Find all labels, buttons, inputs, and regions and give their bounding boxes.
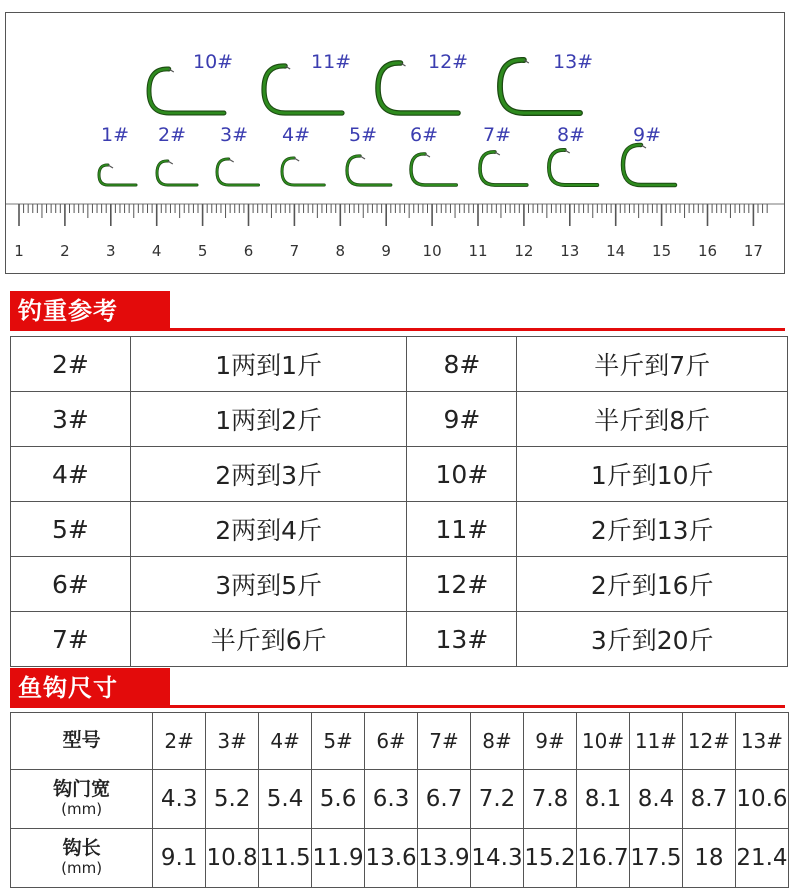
hook-length-cell: 10.8 <box>206 829 259 888</box>
hook-small-4-highlight <box>282 158 324 185</box>
hook-label-small: 4# <box>282 124 311 146</box>
weight-range-cell: 1两到2斤 <box>130 392 407 447</box>
hook-small-6-highlight <box>411 154 456 185</box>
gap-width-unit: (mm) <box>61 800 103 819</box>
hook-small-3-highlight <box>217 159 259 185</box>
gap-width-cell: 7.8 <box>524 770 577 829</box>
hook-small-5 <box>347 156 391 185</box>
size-header-row <box>11 713 789 770</box>
hook-length-cell: 15.2 <box>524 829 577 888</box>
hook-length-title: 钩长 <box>62 837 101 860</box>
ruler-scale-label: 3 <box>106 242 116 260</box>
hook-length-cell: 13.9 <box>418 829 471 888</box>
weight-row <box>11 557 788 612</box>
gap-width-cell: 7.2 <box>471 770 524 829</box>
size-header-cell: 11# <box>629 713 682 770</box>
hook-small-5-barb <box>360 156 365 159</box>
ruler-scale-label: 7 <box>289 242 300 260</box>
ruler-scale-label: 17 <box>743 242 763 260</box>
hook-label-small: 1# <box>101 124 130 146</box>
hook-small-2-highlight <box>157 161 197 185</box>
hook-length-cell: 11.5 <box>259 829 312 888</box>
size-header-cell: 6# <box>365 713 418 770</box>
hook-label-large: 13# <box>553 51 594 73</box>
hook-length-unit: (mm) <box>61 859 103 878</box>
ruler-scale-label: 6 <box>243 242 254 260</box>
ruler-scale-label: 2 <box>60 242 70 260</box>
hook-ruler-panel <box>5 12 785 274</box>
hook-length-cell: 17.5 <box>629 829 682 888</box>
size-header-cell: 8# <box>471 713 524 770</box>
weight-range-cell: 半斤到6斤 <box>130 612 407 667</box>
hook-small-1-highlight <box>99 165 136 185</box>
hook-label-small: 9# <box>633 124 662 146</box>
hook-length-cell: 14.3 <box>471 829 524 888</box>
gap-width-cell: 8.4 <box>629 770 682 829</box>
weight-size-cell: 10# <box>407 447 517 502</box>
hook-label-small: 7# <box>483 124 512 146</box>
size-header-cell: 5# <box>312 713 365 770</box>
hook-small-7-highlight <box>480 152 527 185</box>
gap-width-row <box>11 770 789 829</box>
size-section-rule <box>10 705 785 708</box>
weight-range-cell: 半斤到7斤 <box>517 337 788 392</box>
hook-large-11 <box>264 66 342 113</box>
hook-length-cell: 21.4 <box>735 829 788 888</box>
weight-size-cell: 4# <box>11 447 131 502</box>
hook-label-small: 5# <box>349 124 378 146</box>
weight-range-cell: 2两到3斤 <box>130 447 407 502</box>
size-section-title: 鱼钩尺寸 <box>10 668 170 708</box>
hook-label-small: 2# <box>158 124 187 146</box>
size-header-cell: 3# <box>206 713 259 770</box>
hook-length-cell: 9.1 <box>153 829 206 888</box>
size-header-cell: 13# <box>735 713 788 770</box>
hook-length-cell: 18 <box>682 829 735 888</box>
weight-size-cell: 6# <box>11 557 131 612</box>
hook-large-11-highlight <box>264 66 342 113</box>
weight-size-cell: 3# <box>11 392 131 447</box>
hook-label-large: 12# <box>428 51 469 73</box>
weight-size-cell: 7# <box>11 612 131 667</box>
ruler-scale-label: 16 <box>697 242 718 260</box>
hook-small-9 <box>623 145 675 185</box>
ruler-scale-label: 1 <box>14 242 24 260</box>
hook-small-1-barb <box>108 165 113 168</box>
hook-length-cell: 11.9 <box>312 829 365 888</box>
gap-width-cell: 4.3 <box>153 770 206 829</box>
weight-row <box>11 447 788 502</box>
weight-reference-table <box>10 336 788 667</box>
ruler-scale-label: 10 <box>422 242 442 260</box>
weight-size-cell: 13# <box>407 612 517 667</box>
weight-range-cell: 3斤到20斤 <box>517 612 788 667</box>
ruler-scale-label: 13 <box>560 242 580 260</box>
ruler-scale-label: 15 <box>652 242 672 260</box>
weight-row <box>11 337 788 392</box>
hook-small-3 <box>217 159 259 185</box>
hook-small-5-highlight <box>347 156 391 185</box>
hook-size-table <box>10 712 789 888</box>
hook-small-2 <box>157 161 197 185</box>
hook-label-large: 10# <box>193 51 234 73</box>
weight-section-rule <box>10 328 785 331</box>
hook-large-10 <box>149 69 224 113</box>
size-header-cell: 4# <box>259 713 312 770</box>
ruler-scale-label: 4 <box>151 242 162 260</box>
hook-length-cell: 13.6 <box>365 829 418 888</box>
weight-size-cell: 12# <box>407 557 517 612</box>
hook-label-small: 8# <box>557 124 586 146</box>
gap-width-cell: 6.7 <box>418 770 471 829</box>
size-header-cell: 7# <box>418 713 471 770</box>
hook-small-4-barb <box>294 158 299 161</box>
hook-label-small: 6# <box>410 124 439 146</box>
ruler-scale-label: 14 <box>606 242 626 260</box>
hook-length-cell: 16.7 <box>577 829 630 888</box>
gap-width-cell: 6.3 <box>365 770 418 829</box>
gap-width-title: 钩门宽 <box>53 778 111 801</box>
hook-label-large: 11# <box>311 51 352 73</box>
hook-small-7 <box>480 152 527 185</box>
gap-width-cell: 5.6 <box>312 770 365 829</box>
hook-small-6 <box>411 154 456 185</box>
size-header-cell: 12# <box>682 713 735 770</box>
ruler-scale-label: 5 <box>197 242 208 260</box>
hook-small-2-barb <box>168 161 173 164</box>
weight-range-cell: 半斤到8斤 <box>517 392 788 447</box>
size-header-cell: 10# <box>577 713 630 770</box>
weight-range-cell: 2斤到16斤 <box>517 557 788 612</box>
size-header-cell: 2# <box>153 713 206 770</box>
gap-width-cell: 5.4 <box>259 770 312 829</box>
hook-large-10-highlight <box>149 69 224 113</box>
weight-range-cell: 1斤到10斤 <box>517 447 788 502</box>
weight-range-cell: 1两到1斤 <box>130 337 407 392</box>
weight-range-cell: 3两到5斤 <box>130 557 407 612</box>
hook-length-row <box>11 829 789 888</box>
hook-small-9-highlight <box>623 145 675 185</box>
gap-width-label <box>11 770 153 829</box>
weight-size-cell: 8# <box>407 337 517 392</box>
ruler-scale-label: 12 <box>514 242 534 260</box>
gap-width-cell: 5.2 <box>206 770 259 829</box>
ruler-scale-label: 9 <box>381 242 391 260</box>
ruler-scale-label: 8 <box>335 242 346 260</box>
weight-size-cell: 5# <box>11 502 131 557</box>
ruler-scale-label: 11 <box>468 242 488 260</box>
hook-small-8-highlight <box>549 150 597 185</box>
weight-row <box>11 612 788 667</box>
weight-range-cell: 2斤到13斤 <box>517 502 788 557</box>
hook-small-1 <box>99 165 136 185</box>
weight-row <box>11 502 788 557</box>
weight-row <box>11 392 788 447</box>
gap-width-cell: 10.6 <box>735 770 788 829</box>
weight-range-cell: 2两到4斤 <box>130 502 407 557</box>
hook-small-4 <box>282 158 324 185</box>
gap-width-cell: 8.1 <box>577 770 630 829</box>
weight-size-cell: 2# <box>11 337 131 392</box>
weight-size-cell: 9# <box>407 392 517 447</box>
hook-length-label <box>11 829 153 888</box>
weight-section-title: 钓重参考 <box>10 291 170 331</box>
hook-small-8 <box>549 150 597 185</box>
hook-label-small: 3# <box>220 124 249 146</box>
gap-width-cell: 8.7 <box>682 770 735 829</box>
hook-small-3-barb <box>229 159 234 162</box>
weight-size-cell: 11# <box>407 502 517 557</box>
model-header-label: 型号 <box>11 713 153 770</box>
size-header-cell: 9# <box>524 713 577 770</box>
